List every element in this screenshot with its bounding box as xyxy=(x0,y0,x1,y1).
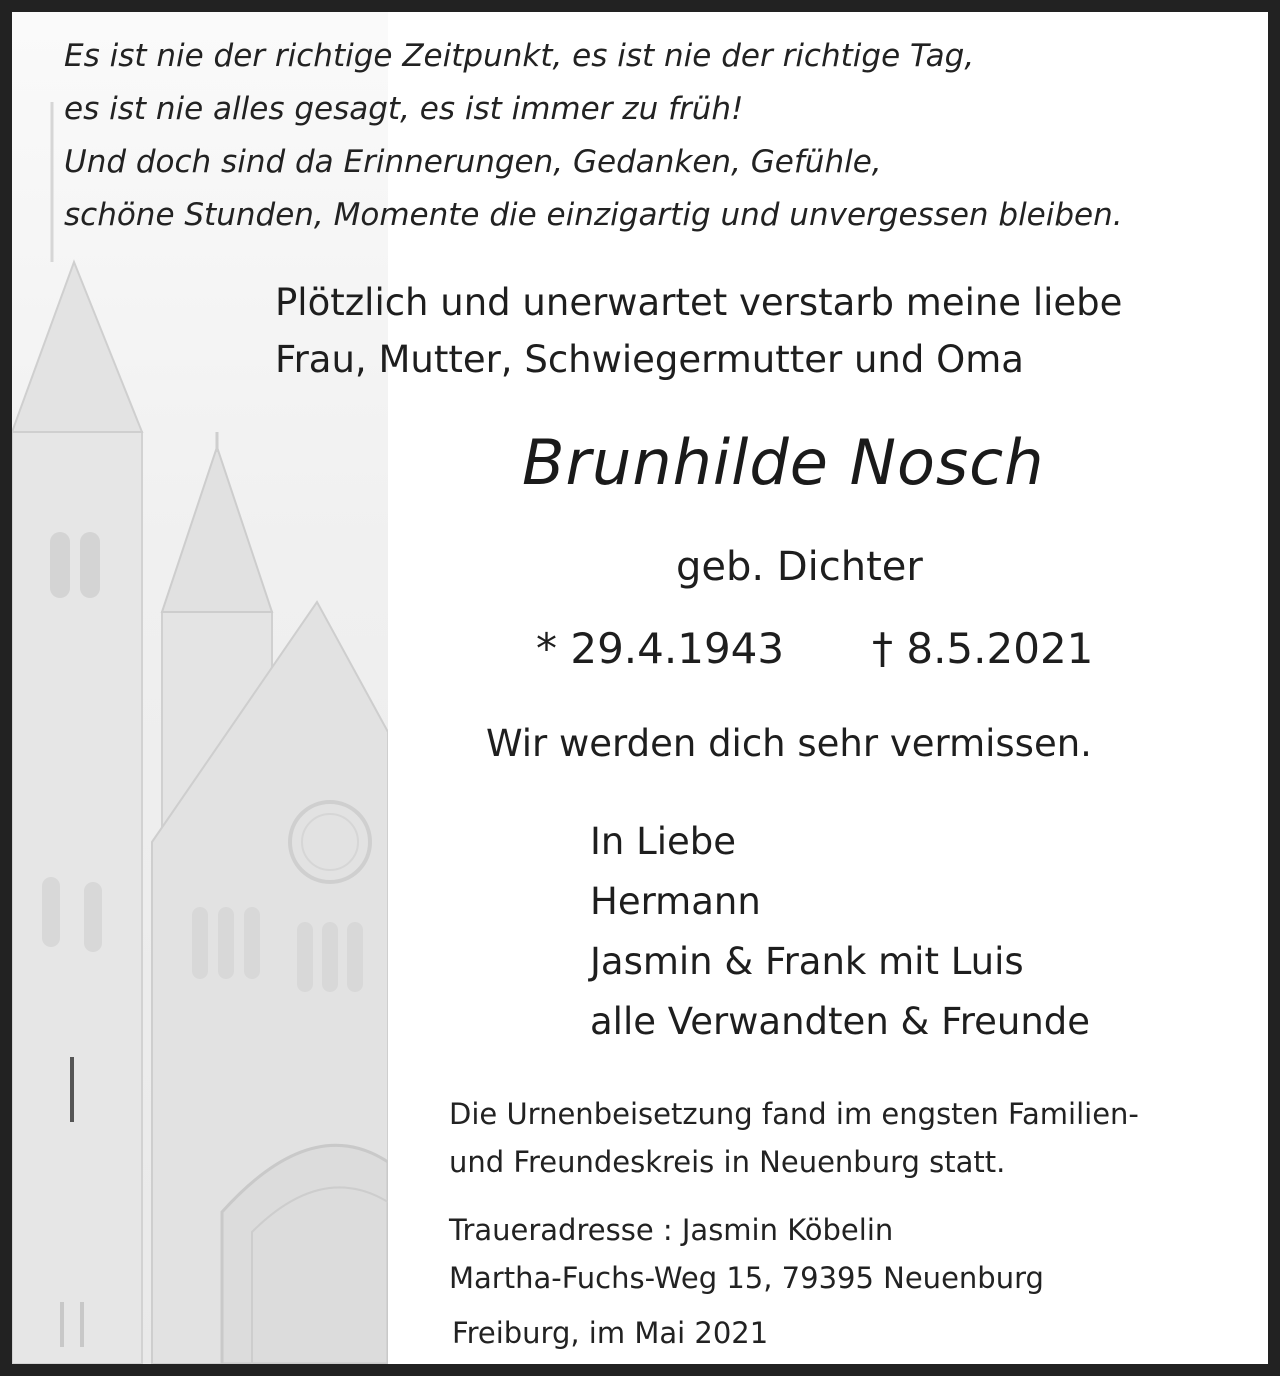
intro-line: Plötzlich und unerwartet verstarb meine liebe xyxy=(275,281,1123,324)
birth-name: geb. Dichter xyxy=(676,544,923,590)
mourner-line: alle Verwandten & Freunde xyxy=(590,1000,1091,1043)
intro-text xyxy=(275,274,1122,388)
poem xyxy=(64,30,1123,242)
burial-line: und Freundeskreis in Neuenburg statt. xyxy=(449,1145,1006,1179)
mourner-line: Hermann xyxy=(590,880,761,923)
poem-line: schöne Stunden, Momente die einzigartig und unvergessen bleiben. xyxy=(64,197,1123,233)
poem-line: Es ist nie der richtige Zeitpunkt, es ist nie der richtige Tag, xyxy=(64,38,975,74)
death-date: † 8.5.2021 xyxy=(872,624,1094,673)
address-line: Martha-Fuchs-Weg 15, 79395 Neuenburg xyxy=(449,1261,1044,1295)
mourning-address xyxy=(449,1206,1044,1302)
farewell-line: Wir werden dich sehr vermissen. xyxy=(486,722,1092,765)
place-date: Freiburg, im Mai 2021 xyxy=(452,1316,769,1350)
poem-line: Und doch sind da Erinnerungen, Gedanken, Gefühle, xyxy=(64,144,882,180)
deceased-name: Brunhilde Nosch xyxy=(522,426,1045,499)
mourners-list xyxy=(590,812,1090,1052)
address-line: Traueradresse : Jasmin Köbelin xyxy=(449,1213,894,1247)
burial-line: Die Urnenbeisetzung fand im engsten Familien- xyxy=(449,1097,1139,1131)
mourner-line: In Liebe xyxy=(590,820,737,863)
mourner-line: Jasmin & Frank mit Luis xyxy=(590,940,1024,983)
birth-date: * 29.4.1943 xyxy=(536,624,785,673)
burial-note xyxy=(449,1090,1139,1186)
poem-line: es ist nie alles gesagt, es ist immer zu früh! xyxy=(64,91,744,127)
intro-line: Frau, Mutter, Schwiegermutter und Oma xyxy=(275,338,1024,381)
